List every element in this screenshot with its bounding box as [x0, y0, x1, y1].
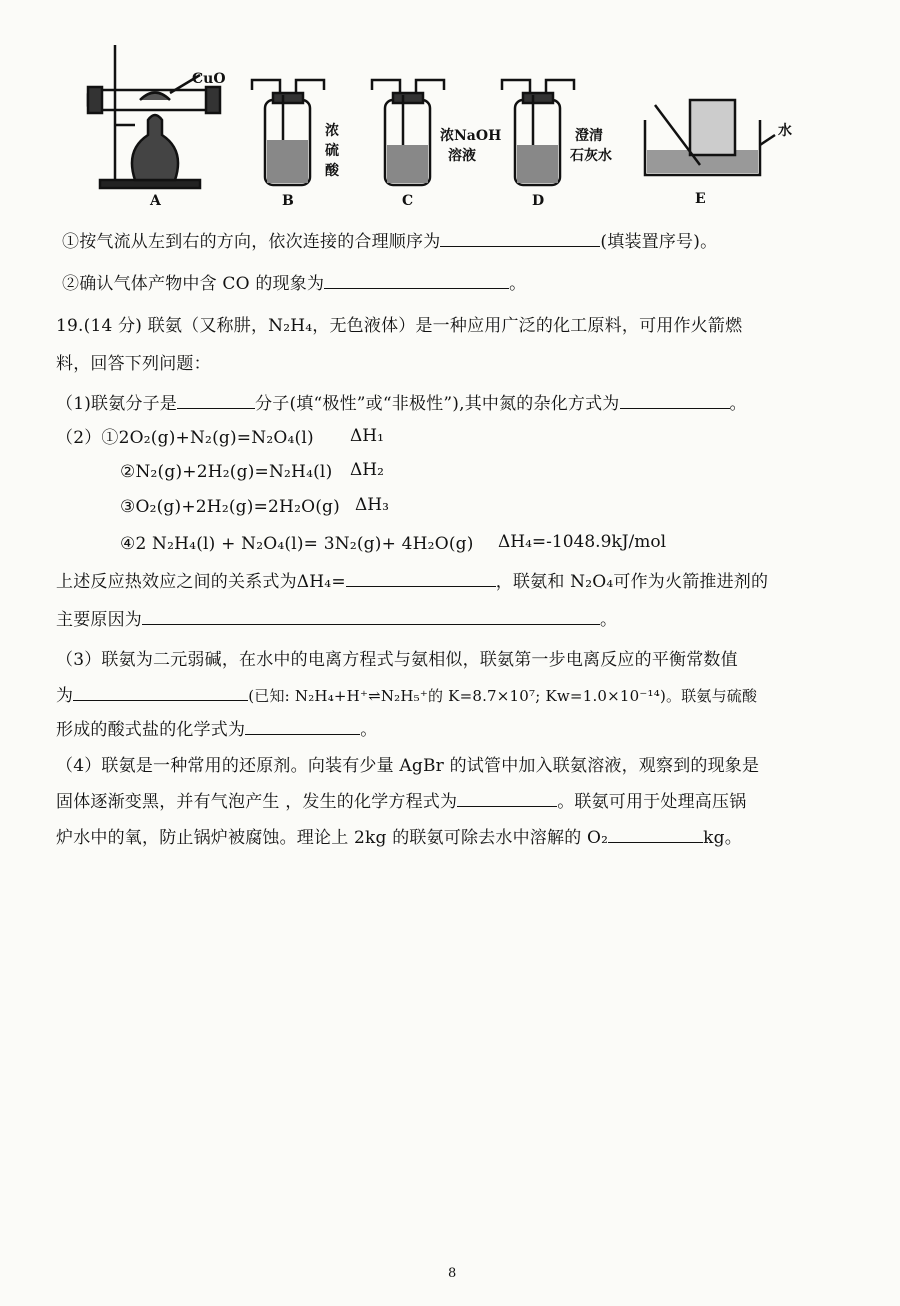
q18-l2-text: ②确认气体产物中含 CO 的现象为	[62, 274, 325, 294]
apparatus-d	[502, 80, 574, 185]
q19-title-2: 料，回答下列问题：	[56, 354, 211, 374]
q18-l1-text: ①按气流从左到右的方向，依次连接的合理顺序为	[62, 232, 441, 252]
p1-mid: 分子(填“极性”或“非极性”),其中氮的杂化方式为	[255, 394, 620, 414]
q19-part1	[56, 392, 747, 416]
cuo-label: CuO	[192, 71, 226, 87]
answer-blank[interactable]	[457, 790, 557, 807]
d-reagent-1: 澄清	[575, 128, 603, 144]
p2a-text: 上述反应热效应之间的关系式为ΔH₄=	[56, 572, 346, 592]
q19-part4-2	[56, 790, 746, 814]
p1-suffix: 。	[729, 394, 747, 414]
p4-l3-text: 炉水中的氧，防止锅炉被腐蚀。理论上 2kg 的联氨可除去水中溶解的 O₂	[56, 828, 609, 848]
p3-l3-text: 形成的酸式盐的化学式为	[56, 720, 246, 740]
eq-2: ②N₂(g)+2H₂(g)=N₂H₄(l)	[120, 462, 333, 482]
d-reagent-2: 石灰水	[570, 148, 612, 164]
q18-line-2	[62, 272, 526, 296]
b-reagent-2: 硫	[325, 143, 339, 159]
label-c: C	[402, 193, 414, 209]
p2a-suffix: ，联氨和 N₂O₄可作为火箭推进剂的	[495, 572, 769, 592]
answer-blank[interactable]	[620, 392, 730, 409]
p3-text: 为	[56, 686, 74, 706]
p3-mid: (已知: N₂H₄+H⁺⇌N₂H₅⁺的 K=8.7×10⁷; Kw=1.0×10⁻¹⁴)。联氨与硫酸	[248, 687, 758, 705]
p1-text: （1)联氨分子是	[56, 394, 178, 414]
eq-4: ④2 N₂H₄(l) + N₂O₄(l)= 3N₂(g)+ 4H₂O(g)	[120, 534, 474, 554]
p3-l3-suffix: 。	[360, 720, 378, 740]
label-a: A	[150, 193, 161, 209]
apparatus-a	[88, 45, 220, 188]
q19-part3-1: （3）联氨为二元弱碱，在水中的电离方程式与氨相似，联氨第一步电离反应的平衡常数值	[56, 650, 738, 670]
apparatus-b	[252, 80, 324, 185]
p4-l3-suffix: kg。	[703, 828, 742, 848]
dh-1: ΔH₁	[350, 426, 384, 446]
dh-2: ΔH₂	[350, 460, 384, 480]
q18-line-1	[62, 230, 717, 254]
answer-blank[interactable]	[440, 230, 600, 247]
label-b: B	[282, 193, 294, 209]
c-reagent-2: 溶液	[448, 148, 476, 164]
answer-blank[interactable]	[245, 718, 360, 735]
q19-part2-a	[56, 570, 768, 594]
b-reagent-3: 酸	[325, 163, 339, 179]
answer-blank[interactable]	[608, 826, 703, 843]
b-reagent-1: 浓	[325, 123, 339, 139]
answer-blank[interactable]	[142, 608, 600, 625]
q18-l2-suffix: 。	[509, 274, 527, 294]
q19-part2-b	[56, 608, 617, 632]
q19-part3-2	[56, 684, 757, 708]
answer-blank[interactable]	[324, 272, 509, 289]
label-e: E	[695, 191, 706, 207]
answer-blank[interactable]	[177, 392, 255, 409]
p2b-text: 主要原因为	[56, 610, 142, 630]
apparatus-c	[372, 80, 444, 185]
c-reagent-1: 浓NaOH	[440, 128, 502, 144]
q19-part3-3	[56, 718, 377, 742]
apparatus-e	[645, 100, 775, 175]
dh-4: ΔH₄=-1048.9kJ/mol	[498, 532, 667, 552]
p4-l2-suffix: 。联氨可用于处理高压锅	[557, 792, 747, 812]
answer-blank[interactable]	[73, 684, 248, 701]
eq-1: （2）①2O₂(g)+N₂(g)=N₂O₄(l)	[56, 428, 314, 448]
apparatus-diagram	[70, 35, 830, 215]
p4-l2-text: 固体逐渐变黑，并有气泡产生 ，发生的化学方程式为	[56, 792, 458, 812]
eq-3: ③O₂(g)+2H₂(g)=2H₂O(g)	[120, 497, 340, 517]
label-d: D	[532, 193, 545, 209]
q19-part4-3	[56, 826, 742, 850]
page-number: 8	[448, 1266, 457, 1281]
p2b-suffix: 。	[600, 610, 618, 630]
dh-3: ΔH₃	[355, 495, 389, 515]
q19-part4-1: （4）联氨是一种常用的还原剂。向装有少量 AgBr 的试管中加入联氨溶液，观察到的现象是	[56, 756, 760, 776]
answer-blank[interactable]	[346, 570, 496, 587]
q19-title: 19.(14 分) 联氨（又称肼，N₂H₄，无色液体）是一种应用广泛的化工原料，可用作火箭燃	[56, 316, 743, 336]
q18-l1-suffix: (填装置序号)。	[600, 232, 718, 252]
e-reagent: 水	[778, 123, 792, 139]
